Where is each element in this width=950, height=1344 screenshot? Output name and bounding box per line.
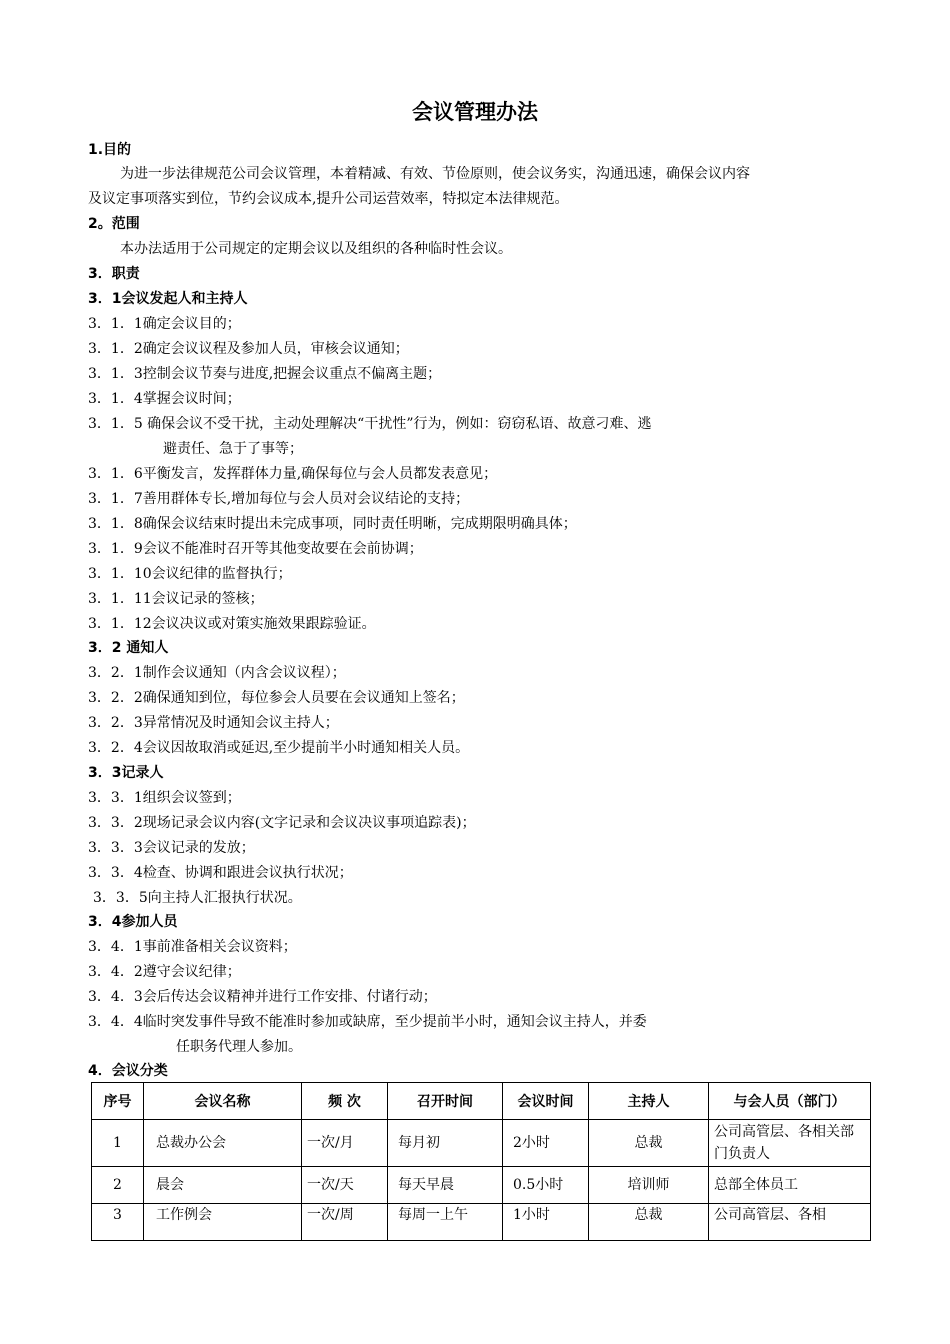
header-cell: 与会人员（部门） bbox=[709, 1083, 871, 1120]
list-item: 3．2．1制作会议通知（内含会议议程）； bbox=[88, 665, 346, 681]
table-cell: 一次/天 bbox=[302, 1167, 388, 1204]
section-heading: 3．职责 bbox=[88, 266, 140, 282]
list-item: 3．1．7善用群体专长,增加每位与会人员对会议结论的支持； bbox=[88, 491, 470, 507]
list-item: 3．3．5向主持人汇报执行状况。 bbox=[93, 890, 302, 906]
table-cell: 总裁 bbox=[589, 1120, 709, 1167]
subsection-heading: 3．2 通知人 bbox=[88, 640, 169, 656]
table-cell: 3 bbox=[92, 1204, 144, 1241]
table-row bbox=[92, 1120, 871, 1167]
list-item: 3．1．5 确保会议不受干扰，主动处理解决“干扰性”行为，例如：窃窃私语、故意刁难、逃 bbox=[88, 416, 652, 432]
subsection-heading: 3．1会议发起人和主持人 bbox=[88, 291, 248, 307]
table-cell: 公司高管层、各相关部门负责人 bbox=[709, 1120, 871, 1167]
list-item: 3．4．3会后传达会议精神并进行工作安排、付诸行动； bbox=[88, 989, 437, 1005]
paragraph-line: 为进一步法律规范公司会议管理，本着精减、有效、节俭原则，使会议务实，沟通迅速，确保会议内容 bbox=[120, 166, 750, 182]
list-item: 3．2．4会议因故取消或延迟,至少提前半小时通知相关人员。 bbox=[88, 740, 470, 756]
table-cell: 培训师 bbox=[589, 1167, 709, 1204]
table-cell: 0.5小时 bbox=[503, 1167, 589, 1204]
list-item: 3．1．9会议不能准时召开等其他变故要在会前协调； bbox=[88, 541, 423, 557]
table-cell: 一次/周 bbox=[302, 1204, 388, 1241]
table-cell: 2 bbox=[92, 1167, 144, 1204]
header-cell: 会议名称 bbox=[144, 1083, 302, 1120]
paragraph-line: 本办法适用于公司规定的定期会议以及组织的各种临时性会议。 bbox=[120, 241, 512, 257]
header-cell: 主持人 bbox=[589, 1083, 709, 1120]
table-cell: 每周一上午 bbox=[388, 1204, 503, 1241]
paragraph-line: 及议定事项落实到位，节约会议成本,提升公司运营效率，特拟定本法律规范。 bbox=[88, 191, 569, 207]
table-cell: 公司高管层、各相 bbox=[709, 1204, 871, 1241]
list-item: 3．1．3控制会议节奏与进度,把握会议重点不偏离主题； bbox=[88, 366, 442, 382]
table-cell: 每月初 bbox=[388, 1120, 503, 1167]
list-item: 3．3．1组织会议签到； bbox=[88, 790, 241, 806]
list-item-continuation: 任职务代理人参加。 bbox=[176, 1039, 302, 1055]
table-header-row bbox=[92, 1083, 871, 1120]
table-row bbox=[92, 1204, 871, 1241]
subsection-heading: 3．3记录人 bbox=[88, 765, 164, 781]
list-item: 3．2．3异常情况及时通知会议主持人； bbox=[88, 715, 339, 731]
list-item: 3．3．3会议记录的发放； bbox=[88, 840, 255, 856]
table-cell: 一次/月 bbox=[302, 1120, 388, 1167]
section-heading: 2。范围 bbox=[88, 216, 140, 232]
list-item: 3．1．8确保会议结束时提出未完成事项，同时责任明晰，完成期限明确具体； bbox=[88, 516, 577, 532]
header-cell: 会议时间 bbox=[503, 1083, 589, 1120]
list-item: 3．1．2确定会议议程及参加人员，审核会议通知； bbox=[88, 341, 409, 357]
section-heading: 4．会议分类 bbox=[88, 1063, 168, 1079]
table-cell: 总裁办公会 bbox=[144, 1120, 302, 1167]
header-cell: 序号 bbox=[92, 1083, 144, 1120]
table-cell: 1小时 bbox=[503, 1204, 589, 1241]
list-item: 3．4．4临时突发事件导致不能准时参加或缺席，至少提前半小时，通知会议主持人，并委 bbox=[88, 1014, 647, 1030]
header-cell: 召开时间 bbox=[388, 1083, 503, 1120]
table-cell: 2小时 bbox=[503, 1120, 589, 1167]
table-cell: 每天早晨 bbox=[388, 1167, 503, 1204]
list-item: 3．2．2确保通知到位，每位参会人员要在会议通知上签名； bbox=[88, 690, 465, 706]
header-cell: 频 次 bbox=[302, 1083, 388, 1120]
list-item: 3．1．4掌握会议时间； bbox=[88, 391, 241, 407]
table-cell: 1 bbox=[92, 1120, 144, 1167]
table-cell: 晨会 bbox=[144, 1167, 302, 1204]
list-item: 3．1．1确定会议目的； bbox=[88, 316, 241, 332]
list-item: 3．1．11会议记录的签核； bbox=[88, 591, 264, 607]
list-item: 3．3．2现场记录会议内容(文字记录和会议决议事项追踪表)； bbox=[88, 815, 476, 831]
document-title: 会议管理办法 bbox=[412, 100, 538, 124]
list-item: 3．3．4检查、协调和跟进会议执行状况； bbox=[88, 865, 353, 881]
list-item-continuation: 避责任、急于了事等； bbox=[163, 441, 303, 457]
table-cell: 工作例会 bbox=[144, 1204, 302, 1241]
meeting-classification-table bbox=[91, 1082, 871, 1241]
list-item: 3．1．6平衡发言，发挥群体力量,确保每位与会人员都发表意见； bbox=[88, 466, 498, 482]
table-cell: 总部全体员工 bbox=[709, 1167, 871, 1204]
list-item: 3．4．2遵守会议纪律； bbox=[88, 964, 241, 980]
subsection-heading: 3．4参加人员 bbox=[88, 914, 178, 930]
list-item: 3．1．12会议决议或对策实施效果跟踪验证。 bbox=[88, 616, 376, 632]
table-cell: 总裁 bbox=[589, 1204, 709, 1241]
table-row bbox=[92, 1167, 871, 1204]
list-item: 3．4．1事前准备相关会议资料； bbox=[88, 939, 297, 955]
section-heading: 1.目的 bbox=[88, 142, 132, 158]
list-item: 3．1．10会议纪律的监督执行； bbox=[88, 566, 292, 582]
